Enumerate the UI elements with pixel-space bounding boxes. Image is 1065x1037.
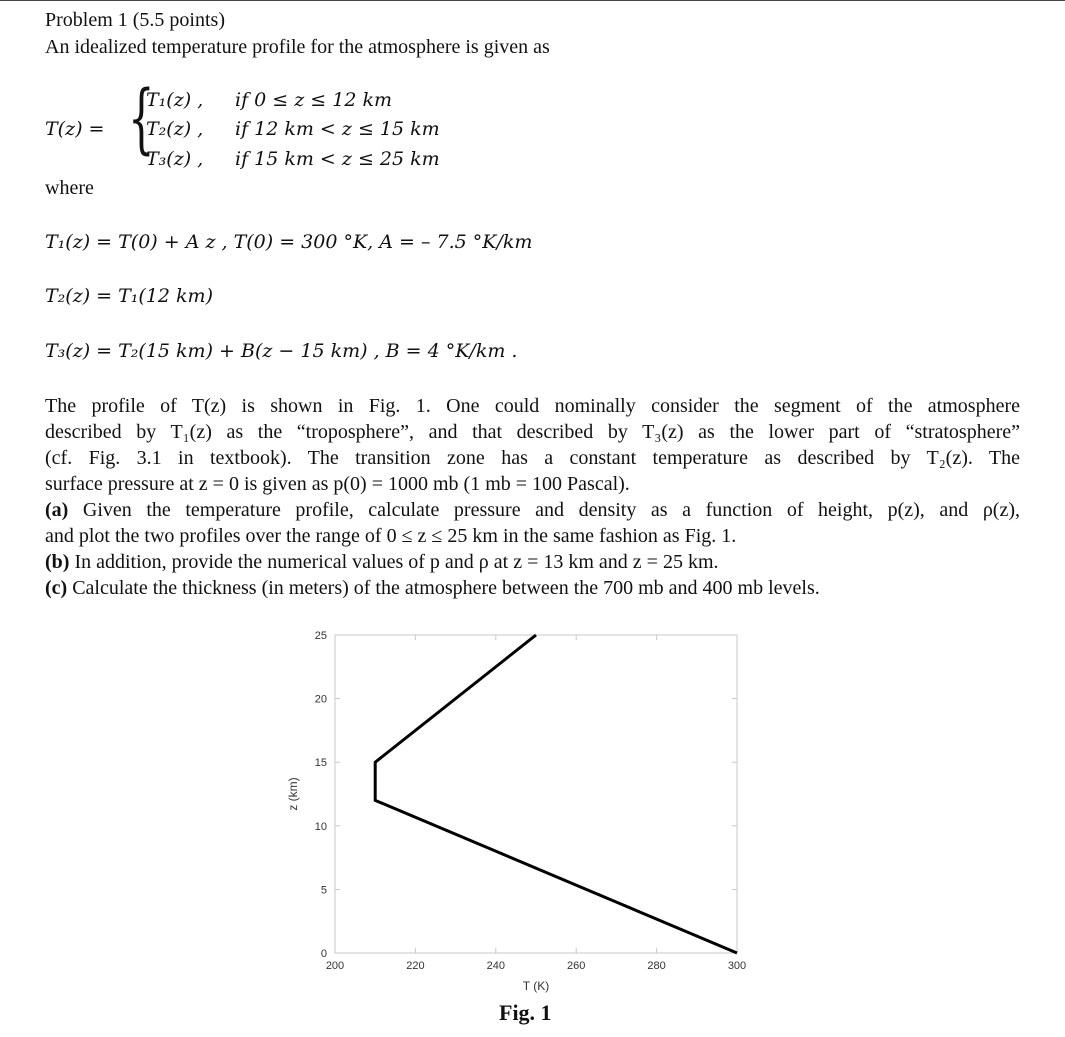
equation-t3: T₃(z) = T₂(15 km) + B(z − 15 km) , B = 4 °K/km . bbox=[45, 340, 518, 362]
case-2-fn: T₂(z) , bbox=[146, 118, 204, 140]
where-label: where bbox=[45, 177, 94, 199]
y-tick-label: 20 bbox=[314, 693, 327, 706]
top-rule bbox=[0, 0, 1065, 1]
equation-t1: T₁(z) = T(0) + A z , T(0) = 300 °K, A = – 7.5 °K/km bbox=[45, 231, 533, 253]
part-c-text: Calculate the thickness (in meters) of the atmosphere between the 700 mb and 400 mb levels. bbox=[72, 577, 820, 599]
temperature-profile-chart bbox=[270, 620, 770, 998]
x-tick-label: 240 bbox=[486, 960, 505, 972]
plot-area bbox=[335, 635, 737, 953]
body-line-3: (cf. Fig. 3.1 in textbook). The transition zone has a constant temperature as described by T₂(z). The bbox=[45, 447, 1020, 469]
part-b bbox=[45, 549, 1020, 575]
y-tick-label: 25 bbox=[314, 630, 327, 642]
piecewise-brace: { bbox=[128, 73, 155, 162]
part-a-line-2: and plot the two profiles over the range of 0 ≤ z ≤ 25 km in the same fashion as Fig. 1. bbox=[45, 525, 737, 547]
piecewise-lhs: T(z) = bbox=[45, 118, 105, 140]
x-tick-label: 280 bbox=[647, 960, 666, 972]
y-axis-label: z (km) bbox=[286, 777, 300, 811]
equation-t2: T₂(z) = T₁(12 km) bbox=[45, 285, 213, 307]
body-line-1: The profile of T(z) is shown in Fig. 1. One could nominally consider the segment of the atmosphere bbox=[45, 395, 1020, 417]
part-c bbox=[45, 575, 1020, 601]
intro-text: An idealized temperature profile for the atmosphere is given as bbox=[45, 36, 550, 58]
body-line-2: described by T₁(z) as the “troposphere”, and that described by T₃(z) as the lower part of “stratosphere” bbox=[45, 421, 1020, 443]
x-tick-label: 220 bbox=[406, 960, 425, 972]
part-a-text: Given the temperature profile, calculate pressure and density as a function of height, p(z), and ρ(z), bbox=[82, 499, 1021, 521]
part-a-line-1 bbox=[45, 497, 1020, 523]
problem-title: Problem 1 (5.5 points) bbox=[45, 9, 225, 31]
x-tick-label: 260 bbox=[567, 960, 586, 972]
case-1-cond: if 0 ≤ z ≤ 12 km bbox=[235, 89, 392, 111]
part-c-label: (c) bbox=[45, 577, 68, 599]
case-3-cond: if 15 km < z ≤ 25 km bbox=[235, 148, 440, 170]
y-tick-label: 10 bbox=[314, 820, 327, 833]
part-a-label: (a) bbox=[45, 499, 69, 521]
body-line-4: surface pressure at z = 0 is given as p(0) = 1000 mb (1 mb = 100 Pascal). bbox=[45, 473, 630, 495]
part-b-label: (b) bbox=[45, 551, 70, 573]
case-3-fn: T₃(z) , bbox=[146, 148, 204, 170]
body-text bbox=[45, 393, 1020, 601]
x-tick-label: 300 bbox=[727, 960, 747, 972]
y-tick-label: 15 bbox=[314, 757, 327, 770]
x-axis-label: T (K) bbox=[522, 979, 550, 993]
case-1-fn: T₁(z) , bbox=[146, 89, 204, 111]
y-tick-label: 5 bbox=[320, 884, 327, 897]
x-tick-label: 200 bbox=[325, 960, 345, 972]
y-tick-label: 0 bbox=[320, 948, 327, 960]
figure-caption: Fig. 1 bbox=[499, 1000, 552, 1025]
case-2-cond: if 12 km < z ≤ 15 km bbox=[235, 118, 440, 140]
part-b-text: In addition, provide the numerical values of p and ρ at z = 13 km and z = 25 km. bbox=[74, 551, 719, 573]
